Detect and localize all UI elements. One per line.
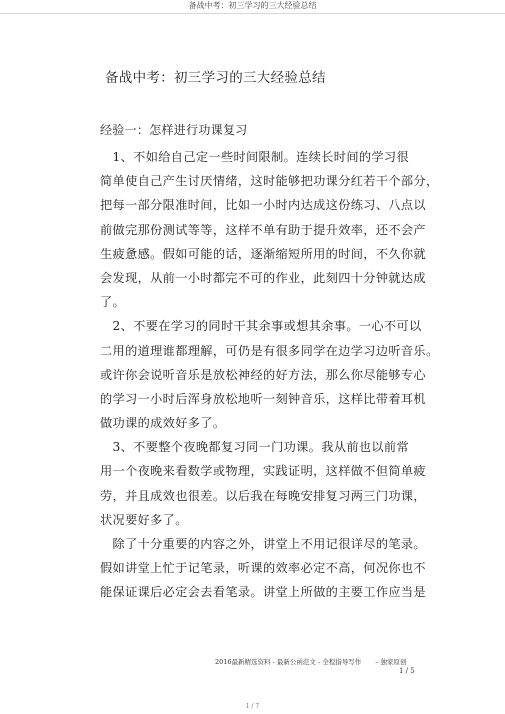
body-line: 会发现，从前一小时都完不可的作业，此刻四十分钟就达成 [100, 270, 426, 285]
body-line: 1、不如给自己定一些时间限制。连续长时间的学习很 [100, 150, 410, 164]
body-line: 二用的道理谁都理解，可仍是有很多同学在边学习边听音乐。 [100, 343, 439, 358]
body-line: 除了十分重要的内容之外，讲堂上不用记很详尽的笔录。 [100, 537, 426, 551]
section-heading: 经验一：怎样进行功课复习 [100, 123, 248, 137]
body-line: 劳，并且成效也很差。以后我在每晚安排复习两三门功课， [100, 488, 426, 503]
body-line: 了。 [100, 295, 126, 310]
body-line: 前做完那份测试等等，这样不单有助于提升效率，还不会产 [100, 222, 426, 237]
footer-text: 2016最新精选资料 - 最新公函范文 - 全程指导写作 [215, 658, 362, 666]
footer-note: – 独家原创 [375, 658, 407, 666]
body-line: 用一个夜晚来看数学或物理，实践证明，这样做不但简单疲 [100, 464, 426, 479]
body-line: 把每一部分限准时间，比如一小时内达成这份练习、八点以 [100, 198, 426, 213]
page-footer [215, 657, 407, 666]
body-line: 3、不要整个夜晚都复习同一门功课。我从前也以前常 [100, 440, 410, 455]
body-line: 生疲惫感。假如可能的话，逐渐缩短所用的时间，不久你就 [100, 246, 426, 261]
body-line: 的学习一小时后浑身放松地听一刻钟音乐，这样比带着耳机 [100, 391, 426, 406]
viewer-page-number: 1 / 7 [245, 703, 260, 710]
body-line: 简单使自己产生讨厌情绪，这时能够把功课分红若干个部分， [100, 174, 439, 189]
body-line: 2、不要在学习的同时干其余事或想其余事。一心不可以 [100, 319, 422, 334]
body-line: 假如讲堂上忙于记笔录，听课的效率必定不高，何况你也不 [100, 561, 426, 576]
body-line: 能保证课后必定会去看笔录。讲堂上所做的主要工作应当是 [100, 585, 426, 600]
body-line: 状况要好多了。 [100, 512, 188, 527]
running-header: 备战中考：初三学习的三大经验总结 [188, 1, 317, 10]
footer-page-number: 1 / 5 [399, 667, 415, 675]
body-line: 或许你会说听音乐是放松神经的好方法，那么你尽能够专心 [100, 367, 426, 382]
body-text [100, 145, 439, 605]
document-title: 备战中考：初三学习的三大经验总结 [105, 70, 326, 86]
header-divider [0, 13, 505, 14]
body-line: 做功课的成效好多了。 [100, 416, 226, 431]
